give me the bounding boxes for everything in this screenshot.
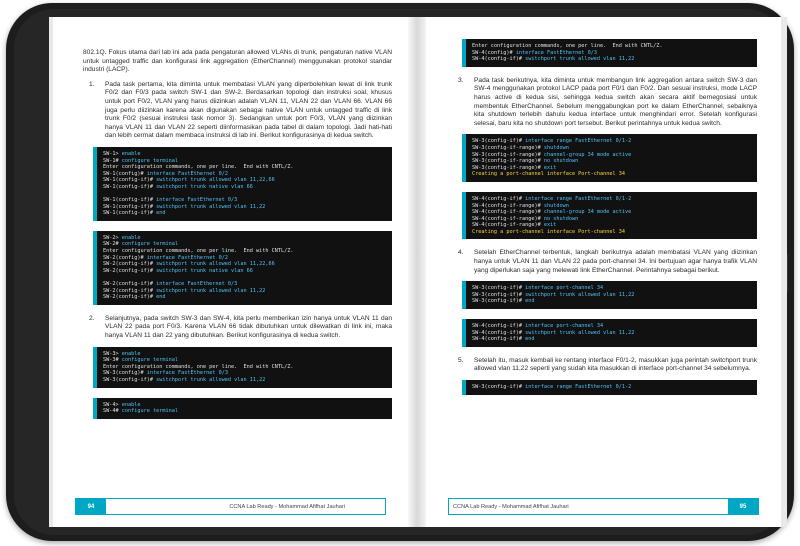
code-command: switchport trunk allowed vlan 11,22 bbox=[156, 287, 266, 294]
right-page bbox=[426, 17, 781, 527]
code-command: no shutdown bbox=[543, 158, 579, 165]
code-prompt: SW-2(config-if)# bbox=[103, 267, 157, 274]
code-prompt: SW-4(config-if)# bbox=[472, 56, 526, 63]
code-prompt: SW-3(config-if-range)# bbox=[472, 151, 544, 158]
code-block bbox=[462, 134, 757, 182]
code-line bbox=[472, 43, 751, 50]
code-prompt: SW-3(config-if)# bbox=[472, 285, 526, 292]
code-command: shutdown bbox=[543, 202, 569, 209]
code-prompt: SW-3(config-if)# bbox=[472, 138, 526, 145]
code-command: switchport trunk allowed vlan 11,22 bbox=[525, 291, 635, 298]
ebook-screen bbox=[49, 17, 787, 527]
code-prompt: SW-1# bbox=[103, 157, 122, 164]
code-command: shutdown bbox=[543, 144, 569, 151]
list-number: 2. bbox=[89, 314, 95, 322]
code-command: interface FastEthernet 0/2 bbox=[146, 254, 228, 261]
code-line bbox=[103, 281, 386, 288]
code-block bbox=[462, 319, 757, 347]
code-line bbox=[103, 158, 386, 165]
code-line bbox=[472, 158, 751, 165]
code-line bbox=[472, 330, 751, 337]
code-line bbox=[472, 50, 751, 57]
code-line bbox=[472, 285, 751, 292]
code-command: enable bbox=[121, 350, 141, 357]
code-command: no shutdown bbox=[543, 215, 579, 222]
left-page bbox=[53, 17, 408, 527]
code-block bbox=[93, 347, 392, 388]
code-command: end bbox=[156, 210, 166, 217]
code-block bbox=[462, 39, 757, 67]
code-prompt: SW-3(config-if)# bbox=[472, 384, 526, 390]
code-command: interface range FastEthernet 0/1-2 bbox=[525, 138, 632, 145]
code-line bbox=[472, 384, 751, 391]
list-text: Pada task pertama, kita diminta untuk membatasi VLAN yang diperbolehkan lewat di link trunk F0/2 dan F0/3 pada switch SW-1 dan SW-2. Berdasarkan topologi dan instruksi soal, khusus untuk port F0/2, VLAN yang harus diizinkan adalah VLAN 11, VLAN 22 dan VLAN 66. VLAN 66 juga perlu diizinkan karena akan digunakan sebagai native VLAN untuk untagged traffic di link trunk F0/2 (sesuai instruksi task nomor 3). Sedangkan untuk port F0/3, VLAN yang diizinkan hanya VLAN 11 dan VLAN 22 seperti diinformasikan pada tabel di dalam topologi. Jadi hati-hati dan lebih cermat dalam membaca instruksi di lab ini. Berikut konfigurasinya di kedua switch. bbox=[105, 80, 392, 140]
code-command: configure terminal bbox=[121, 357, 178, 364]
code-line bbox=[103, 294, 386, 301]
code-line bbox=[472, 203, 751, 210]
code-prompt: SW-4(config-if-range)# bbox=[472, 202, 544, 209]
list-item-5 bbox=[452, 357, 757, 374]
code-line bbox=[472, 145, 751, 152]
page-footer bbox=[448, 498, 759, 515]
code-line bbox=[103, 171, 386, 178]
code-line bbox=[103, 370, 386, 377]
code-line bbox=[472, 323, 751, 330]
code-block bbox=[93, 147, 392, 221]
code-line bbox=[472, 222, 751, 229]
code-prompt: SW-3(config-if)# bbox=[472, 298, 526, 305]
code-line bbox=[103, 268, 386, 275]
code-command: switchport trunk allowed vlan 11,22,66 bbox=[156, 261, 275, 268]
code-block bbox=[462, 192, 757, 240]
code-block bbox=[93, 231, 392, 305]
code-prompt: SW-3# bbox=[103, 357, 122, 364]
footer-title: CCNA Lab Ready - Mohammad Afifhat Jauhari bbox=[453, 503, 569, 510]
code-prompt: Enter configuration commands, one per line. End with CNTL/Z. bbox=[103, 363, 294, 370]
code-prompt: SW-2(config-if)# bbox=[103, 261, 157, 268]
code-prompt: SW-1(config-if)# bbox=[103, 203, 157, 210]
code-prompt: SW-3> bbox=[103, 350, 122, 357]
code-command: channel-group 34 mode active bbox=[543, 151, 632, 158]
code-line bbox=[472, 152, 751, 159]
code-command: interface port-channel 34 bbox=[525, 285, 604, 292]
code-prompt: SW-2> bbox=[103, 234, 122, 241]
code-line bbox=[472, 138, 751, 145]
code-command: switchport trunk allowed vlan 11,22 bbox=[525, 329, 635, 336]
code-line bbox=[103, 204, 386, 211]
code-line bbox=[103, 235, 386, 242]
code-prompt: SW-4# bbox=[103, 408, 122, 415]
code-command: end bbox=[525, 336, 535, 343]
code-line bbox=[103, 177, 386, 184]
code-command: interface range FastEthernet 0/1-2 bbox=[525, 195, 632, 202]
code-command: end bbox=[525, 298, 535, 305]
code-command: enable bbox=[121, 234, 141, 241]
page-footer bbox=[75, 498, 386, 515]
code-command: switchport trunk native vlan 66 bbox=[156, 183, 253, 190]
code-line bbox=[472, 298, 751, 305]
code-line bbox=[103, 357, 386, 364]
code-prompt: SW-4(config-if)# bbox=[472, 336, 526, 343]
code-prompt: Enter configuration commands, one per line. End with CNTL/Z. bbox=[103, 248, 294, 255]
code-prompt: SW-1(config-if)# bbox=[103, 177, 157, 184]
code-command: switchport trunk allowed vlan 11,22,66 bbox=[156, 177, 275, 184]
code-command: configure terminal bbox=[121, 408, 178, 415]
code-command: end bbox=[156, 294, 166, 301]
list-number: 3. bbox=[458, 76, 464, 84]
code-prompt: SW-3(config-if-range)# bbox=[472, 158, 544, 165]
code-prompt: SW-3(config-if-range)# bbox=[472, 164, 544, 171]
footer-title: CCNA Lab Ready - Mohammad Afifhat Jauhari bbox=[229, 503, 345, 510]
code-command: interface FastEthernet 0/2 bbox=[146, 170, 228, 177]
list-item-3 bbox=[452, 77, 757, 129]
tablet-frame bbox=[6, 3, 794, 541]
code-prompt: SW-4(config-if-range)# bbox=[472, 222, 544, 229]
code-prompt: SW-2# bbox=[103, 241, 122, 248]
code-command: enable bbox=[121, 401, 141, 408]
code-command: interface range FastEthernet 0/1-2 bbox=[525, 384, 632, 390]
code-prompt: SW-1(config-if)# bbox=[103, 183, 157, 190]
code-line bbox=[472, 165, 751, 172]
code-line bbox=[472, 171, 751, 178]
code-command: switchport trunk allowed vlan 11,22 bbox=[156, 203, 266, 210]
code-prompt: SW-4(config)# bbox=[472, 49, 516, 56]
code-command: switchport trunk allowed vlan 11,22 bbox=[525, 56, 635, 63]
code-line bbox=[103, 241, 386, 248]
code-prompt: SW-2(config-if)# bbox=[103, 294, 157, 301]
code-command: enable bbox=[121, 150, 141, 157]
code-command: interface FastEthernet 0/3 bbox=[146, 370, 228, 377]
code-command: configure terminal bbox=[121, 157, 178, 164]
code-prompt: SW-2(config)# bbox=[103, 254, 147, 261]
code-prompt: SW-2(config-if)# bbox=[103, 281, 157, 288]
code-prompt: Enter configuration commands, one per line. End with CNTL/Z. bbox=[472, 43, 663, 49]
page-number: 95 bbox=[728, 499, 758, 514]
code-line bbox=[103, 184, 386, 191]
code-prompt: SW-3(config-if)# bbox=[472, 291, 526, 298]
list-text: Setelah EtherChannel terbentuk, langkah berikutnya adalah membatasi VLAN yang diizinkan hanya untuk VLAN 11 dan VLAN 22 pada port-channel 34. Ini bertujuan agar hanya trafik VLAN yang diperlukan saja yang melewati link EtherChannel. Perintahnya sebagai berikut. bbox=[474, 249, 757, 274]
code-notice: Creating a port-channel interface Port-channel 34 bbox=[472, 171, 626, 178]
code-block bbox=[462, 281, 757, 309]
code-prompt: SW-4(config-if-range)# bbox=[472, 209, 544, 216]
code-command: channel-group 34 mode active bbox=[543, 209, 632, 216]
code-line bbox=[103, 197, 386, 204]
code-line bbox=[103, 274, 386, 281]
list-number: 5. bbox=[458, 356, 464, 364]
code-prompt: SW-3(config-if)# bbox=[103, 376, 157, 383]
code-prompt: SW-2(config-if)# bbox=[103, 287, 157, 294]
code-prompt: SW-3(config)# bbox=[103, 370, 147, 377]
code-command: interface FastEthernet 0/3 bbox=[515, 49, 597, 56]
code-command: interface FastEthernet 0/3 bbox=[156, 197, 238, 204]
code-line bbox=[472, 292, 751, 299]
list-text: Pada task berikutnya, kita diminta untuk membangun link aggregation antara switch SW-3 dan SW-4 menggunakan protokol LACP pada port F0/1 dan F0/2. Dan sesuai instruksi, mode LACP harus active di kedua sisi, sehingga kedua switch akan secara aktif bernegosiasi untuk membentuk EtherChannel. Sebelum menggabungkan port ke dalam EtherChannel, sebaiknya kita shutdown terlebih dahulu kedua interface untuk menghindari error. Setelah konfigurasi selesai, baru kita no shutdown port tersebut. Berikut perintahnya untuk kedua switch. bbox=[474, 76, 757, 127]
code-block bbox=[93, 398, 392, 419]
code-prompt: SW-4> bbox=[103, 401, 122, 408]
code-block bbox=[462, 380, 757, 395]
list-text: Setelah itu, masuk kembali ke rentang interface F0/1-2, masukkan juga perintah switchport trunk allowed vlan 11,22 seperti yang sudah kita masukkan di interface port-channel 34 sebelumnya. bbox=[474, 356, 757, 373]
code-prompt: Enter configuration commands, one per line. End with CNTL/Z. bbox=[103, 164, 294, 171]
code-prompt: SW-4(config-if-range)# bbox=[472, 215, 544, 222]
code-command: interface FastEthernet 0/3 bbox=[156, 281, 238, 288]
code-line bbox=[472, 336, 751, 343]
code-prompt: SW-4(config-if)# bbox=[472, 323, 526, 330]
code-command: exit bbox=[543, 222, 557, 229]
list-text: Selanjutnya, pada switch SW-3 dan SW-4, kita perlu memberikan izin hanya untuk VLAN 11 dan VLAN 22 pada port F0/3. Karena VLAN 66 tidak dibutuhkan untuk dilewatkan di link ini, maka hanya VLAN 11 dan 22 yang dibutuhkan. Berikut konfigurasinya di kedua switch. bbox=[105, 314, 392, 339]
code-line bbox=[103, 248, 386, 255]
list-item-4 bbox=[452, 249, 757, 275]
code-prompt: SW-1> bbox=[103, 150, 122, 157]
code-command: configure terminal bbox=[121, 241, 178, 248]
list-number: 1. bbox=[89, 80, 95, 88]
code-line bbox=[472, 56, 751, 63]
intro-paragraph: 802.1Q. Fokus utama dari lab ini ada pada pengaturan allowed VLANs di trunk, pengaturan native VLAN untuk untagged traffic dan konfigurasi link aggregation (EtherChannel) menggunakan protokol standar industri (LACP). bbox=[83, 49, 392, 74]
code-line bbox=[472, 216, 751, 223]
page-gutter bbox=[408, 17, 426, 527]
code-line bbox=[103, 288, 386, 295]
left-page-content bbox=[83, 49, 392, 429]
list-item-1 bbox=[83, 81, 392, 141]
code-prompt: SW-1(config)# bbox=[103, 170, 147, 177]
list-number: 4. bbox=[458, 249, 464, 257]
code-line bbox=[103, 164, 386, 171]
code-line bbox=[103, 408, 386, 415]
code-prompt: SW-4(config-if)# bbox=[472, 195, 526, 202]
code-line bbox=[103, 255, 386, 262]
code-line bbox=[103, 151, 386, 158]
code-line bbox=[103, 191, 386, 198]
code-prompt: SW-1(config-if)# bbox=[103, 210, 157, 217]
code-line bbox=[472, 209, 751, 216]
code-command: switchport trunk allowed vlan 11,22 bbox=[156, 376, 266, 383]
code-line bbox=[103, 261, 386, 268]
code-line bbox=[103, 210, 386, 217]
code-prompt: SW-3(config-if-range)# bbox=[472, 144, 544, 151]
code-line bbox=[103, 364, 386, 371]
code-command: switchport trunk native vlan 66 bbox=[156, 267, 253, 274]
code-command: interface port-channel 34 bbox=[525, 323, 604, 330]
code-line bbox=[472, 196, 751, 203]
right-page-content bbox=[452, 39, 757, 405]
code-line bbox=[103, 402, 386, 409]
code-line bbox=[103, 377, 386, 384]
list-item-2 bbox=[83, 315, 392, 341]
code-command: exit bbox=[543, 164, 557, 171]
code-notice: Creating a port-channel interface Port-channel 34 bbox=[472, 228, 626, 235]
code-line bbox=[472, 229, 751, 236]
code-prompt: SW-4(config-if)# bbox=[472, 329, 526, 336]
code-line bbox=[103, 351, 386, 358]
code-prompt: SW-1(config-if)# bbox=[103, 197, 157, 204]
page-number: 94 bbox=[76, 499, 106, 514]
